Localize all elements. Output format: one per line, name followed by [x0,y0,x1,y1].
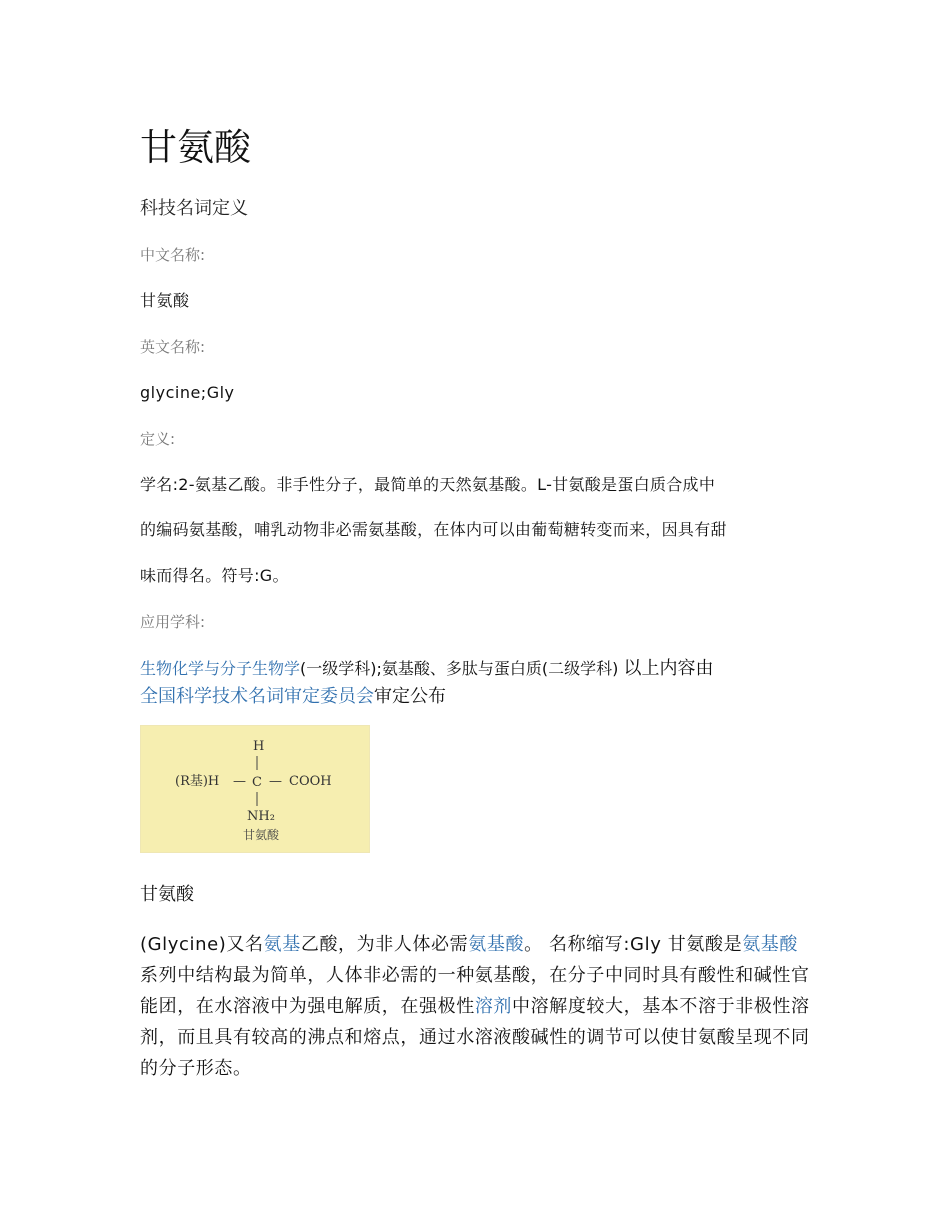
page-title: 甘氨酸 [140,126,251,169]
atom-h-top: H [253,739,265,754]
r-group: (R基)H [175,774,220,789]
link-solvent[interactable]: 溶剂 [474,996,513,1017]
section-title: 科技名词定义 [140,198,248,219]
bond-right: — [269,774,282,789]
amino-group: NH₂ [247,809,275,824]
chinese-name-value: 甘氨酸 [140,291,190,310]
definition-line-1: 学名:2-氨基乙酸。非手性分子，最简单的天然氨基酸。L-甘氨酸是蛋白质合成中 [140,475,716,494]
figure-caption: 甘氨酸 [243,828,280,842]
link-biochemistry[interactable]: 生物化学与分子生物学 [140,659,301,678]
structure-formula-svg [141,726,369,852]
para-text-4: 是 [723,934,743,955]
link-amino-group[interactable]: 氨基 [263,934,301,955]
carboxyl-group: COOH [289,774,332,789]
para-text-2: 乙酸，为非人体必需 [300,934,469,955]
definition-line-2: 的编码氨基酸，哺乳动物非必需氨基酸，在体内可以由葡萄糖转变而来，因具有甜 [140,520,727,539]
link-terminology-committee[interactable]: 全国科学技术名词审定委员会 [140,686,374,707]
subject-detail: (一级学科);氨基酸、多肽与蛋白质(二级学科) [300,659,619,678]
definition-line-3: 味而得名。符号:G。 [140,566,289,585]
description-paragraph [140,929,816,1084]
subject-label: 应用学科: [140,613,206,631]
section-heading: 甘氨酸 [140,884,194,905]
glycine-structure-image [140,725,370,853]
definition-label: 定义: [140,430,176,448]
bond-left: — [233,774,246,789]
link-amino-acid-1[interactable]: 氨基酸 [468,934,525,955]
chinese-name-label: 中文名称: [140,246,206,264]
english-name-label: 英文名称: [140,338,206,356]
subject-source-suffix: 审定公布 [374,686,446,707]
para-text-5: 系列中结构最为简单，人体非必需的一种氨基酸，在分子中同时具有酸性和碱性官能团，在水溶液中为强电解质，在强极性 [140,965,810,1017]
subject-text [140,655,820,711]
english-name-value: glycine;Gly [140,383,235,402]
subject-source-prefix: 以上内容由 [623,658,714,679]
para-text-1: (Glycine)又名 [140,934,264,955]
link-amino-acid-2[interactable]: 氨基酸 [742,934,798,955]
para-text-6: 中溶解度较大，基本不溶于非极性溶剂，而且具有较高的沸点和熔点，通过水溶液酸碱性的调节可以使甘氨酸呈现不同的分子形态。 [140,996,810,1079]
para-text-3: 。 名称缩写:Gly 甘氨酸 [524,934,724,955]
atom-carbon: C [252,775,262,790]
